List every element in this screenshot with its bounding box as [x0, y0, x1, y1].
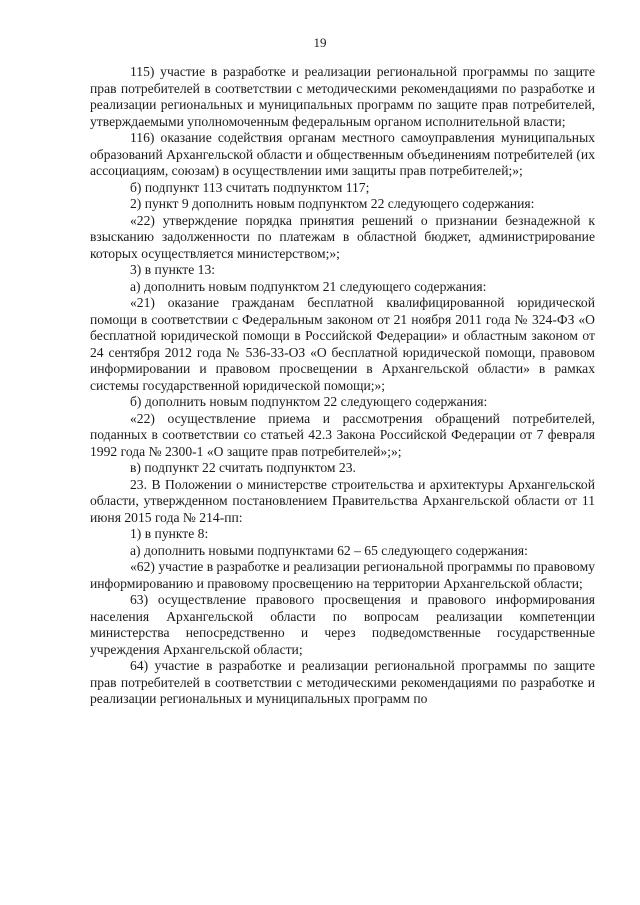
paragraph-subitem-b-renumber: б) подпункт 113 считать подпунктом 117; — [130, 179, 370, 195]
document-body — [90, 64, 595, 708]
paragraph-62-quote: «62) участие в разработке и реализации региональной программы по правовому информированию и правовому просвещению на территории Архангельской области; — [90, 559, 595, 591]
paragraph-64: 64) участие в разработке и реализации региональной программы по защите прав потребителей в соответствии с методическими рекомендациями по разработке и реализации региональных и муниципальных программ по — [90, 658, 595, 706]
paragraph-section-23: 23. В Положении о министерстве строительства и архитектуры Архангельской области, утвержденном постановлением Правительства Архангельской области от 11 июня 2015 года № 214-пп: — [90, 476, 595, 525]
paragraph-116: 116) оказание содействия органам местного самоуправления муниципальных образований Архангельской области и общественным объединениям потребителей (их ассоциациям, союзам) в осуществлении ими защиты прав потребителей;»; — [90, 130, 595, 178]
paragraph-21-quote: «21) оказание гражданам бесплатной квалифицированной юридической помощи в соответствии с Федеральным законом от 21 ноября 2011 года № 324-ФЗ «О бесплатной юридической помощи в Российской Федерации» и областным законом от 24 сентября 2012 года № 536-33-ОЗ «О бесплатной юридической помощи, правовом информировании и правовом просвещении в Архангельской области» в рамках системы государственной юридической помощи;»; — [90, 295, 595, 393]
paragraph-subitem-v: в) подпункт 22 считать подпунктом 23. — [130, 460, 356, 475]
paragraph-22-consumers: «22) осуществление приема и рассмотрения обращений потребителей, поданных в соответствии со статьей 42.3 Закона Российской Федерации от 7 февраля 1992 года № 2300-1 «О защите прав потребителей»;»; — [90, 410, 595, 459]
paragraph-22-quote: «22) утверждение порядка принятия решений о признании безнадежной к взысканию задолженности по платежам в областной бюджет, администрирование которых осуществляется министерством;»; — [90, 212, 595, 261]
page-number: 19 — [313, 35, 327, 50]
paragraph-item-3: 3) в пункте 13: — [130, 262, 216, 277]
paragraph-63: 63) осуществление правового просвещения и правового информирования населения Архангельской области по вопросам реализации компетенции министерства непосредственно и через подведомственные государственные учреждения Архангельской области; — [90, 592, 595, 657]
paragraph-115: 115) участие в разработке и реализации региональной программы по защите прав потребителей в соответствии с методическими рекомендациями по разработке и реализации региональных и муниципальных программ по защите прав потребителей, утверждаемыми уполномоченным федеральным органом исполнительной власти; — [90, 64, 595, 129]
paragraph-subitem-a-62-65: а) дополнить новыми подпунктами 62 – 65 следующего содержания: — [130, 542, 528, 558]
paragraph-subitem-b: б) дополнить новым подпунктом 22 следующего содержания: — [130, 394, 488, 409]
paragraph-item-2: 2) пункт 9 дополнить новым подпунктом 22 следующего содержания: — [130, 196, 535, 211]
paragraph-item-1: 1) в пункте 8: — [130, 526, 209, 541]
paragraph-subitem-a: а) дополнить новым подпунктом 21 следующего содержания: — [130, 278, 487, 294]
